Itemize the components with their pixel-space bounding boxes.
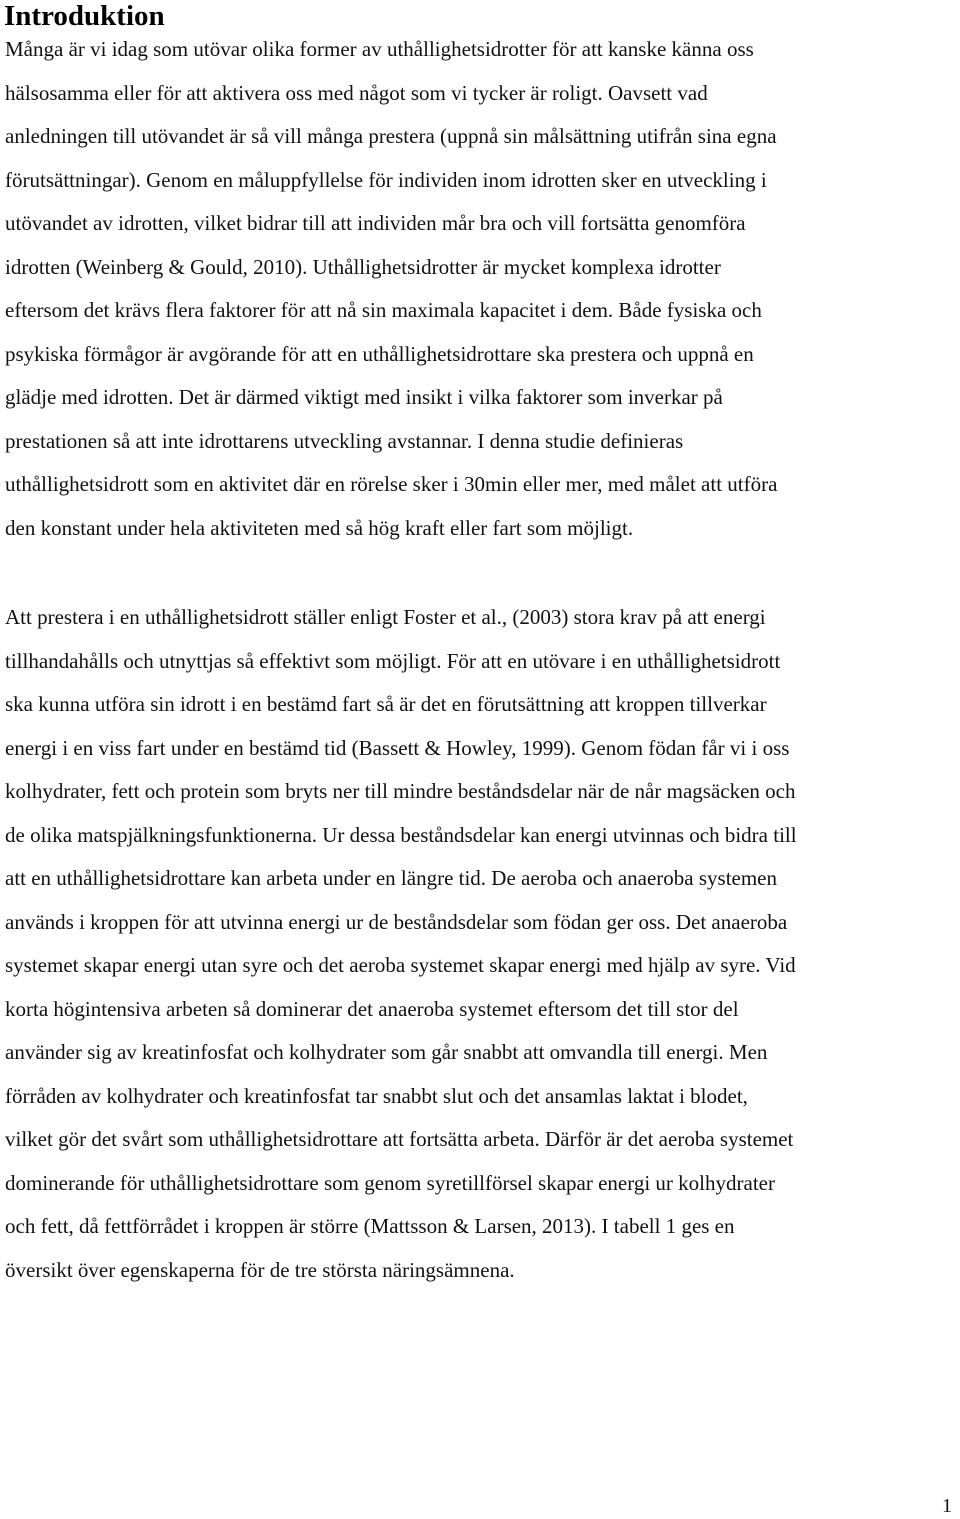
text-line: Att prestera i en uthållighetsidrott ställer enligt Foster et al., (2003) stora krav på att energi — [5, 605, 766, 629]
page-number: 1 — [942, 1495, 952, 1517]
text-line: förutsättningar). Genom en måluppfyllelse för individen inom idrotten sker en utveckling i — [5, 167, 767, 192]
text-line: idrotten (Weinberg & Gould, 2010). Uthållighetsidrotter är mycket komplexa idrotter — [5, 254, 721, 279]
text-line: systemet skapar energi utan syre och det aeroba systemet skapar energi med hjälp av syre. Vid — [5, 953, 796, 977]
paragraph-energy-systems — [5, 596, 959, 1292]
text-line: och fett, då fettförrådet i kroppen är större (Mattsson & Larsen, 2013). I tabell 1 ges en — [5, 1214, 735, 1238]
text-line: dominerande för uthållighetsidrottare som genom syretillförsel skapar energi ur kolhydrater — [5, 1170, 775, 1195]
text-line: Många är vi idag som utövar olika former av uthållighetsidrotter för att kanske känna oss — [5, 37, 754, 61]
text-line: eftersom det krävs flera faktorer för att nå sin maximala kapacitet i dem. Både fysiska och — [5, 298, 762, 322]
text-line: anledningen till utövandet är så vill många prestera (uppnå sin målsättning utifrån sina egna — [5, 124, 777, 148]
text-line: hälsosamma eller för att aktivera oss med något som vi tycker är roligt. Oavsett vad — [5, 80, 708, 105]
paragraph-introduction — [5, 28, 959, 550]
text-line: korta högintensiva arbeten så dominerar det anaeroba systemet eftersom det till stor del — [5, 996, 739, 1021]
section-heading: Introduktion — [4, 0, 165, 32]
text-line: utövandet av idrotten, vilket bidrar till att individen mår bra och vill fortsätta genomföra — [5, 211, 746, 235]
text-line: översikt över egenskaperna för de tre största näringsämnena. — [5, 1257, 515, 1282]
text-line: används i kroppen för att utvinna energi ur de beståndsdelar som födan ger oss. Det anaeroba — [5, 909, 788, 934]
text-line: glädje med idrotten. Det är därmed viktigt med insikt i vilka faktorer som inverkar på — [5, 385, 723, 409]
text-line: vilket gör det svårt som uthållighetsidrottare att fortsätta arbeta. Därför är det aeroba systemet — [5, 1127, 794, 1151]
text-line: använder sig av kreatinfosfat och kolhydrater som går snabbt att omvandla till energi. Men — [5, 1040, 768, 1064]
text-line: förråden av kolhydrater och kreatinfosfat tar snabbt slut och det ansamlas laktat i blodet, — [5, 1083, 748, 1108]
text-line: prestationen så att inte idrottarens utveckling avstannar. I denna studie definieras — [5, 428, 684, 453]
text-line: energi i en viss fart under en bestämd tid (Bassett & Howley, 1999). Genom födan får vi i oss — [5, 735, 790, 760]
text-line: den konstant under hela aktiviteten med så hög kraft eller fart som möjligt. — [5, 515, 634, 540]
text-line: ska kunna utföra sin idrott i en bestämd fart så är det en förutsättning att kroppen tillverkar — [5, 692, 767, 716]
text-line: att en uthållighetsidrottare kan arbeta under en längre tid. De aeroba och anaeroba systemen — [5, 866, 778, 890]
text-line: psykiska förmågor är avgörande för att en uthållighetsidrottare ska prestera och uppnå en — [5, 341, 754, 366]
text-line: tillhandahålls och utnyttjas så effektivt som möjligt. För att en utövare i en uthållighetsidrott — [5, 648, 781, 673]
text-line: de olika matspjälkningsfunktionerna. Ur dessa beståndsdelar kan energi utvinnas och bidra till — [5, 822, 797, 847]
text-line: kolhydrater, fett och protein som bryts ner till mindre beståndsdelar när de når magsäcken och — [5, 779, 796, 803]
text-line: uthållighetsidrott som en aktivitet där en rörelse sker i 30min eller mer, med målet att utföra — [5, 472, 778, 496]
